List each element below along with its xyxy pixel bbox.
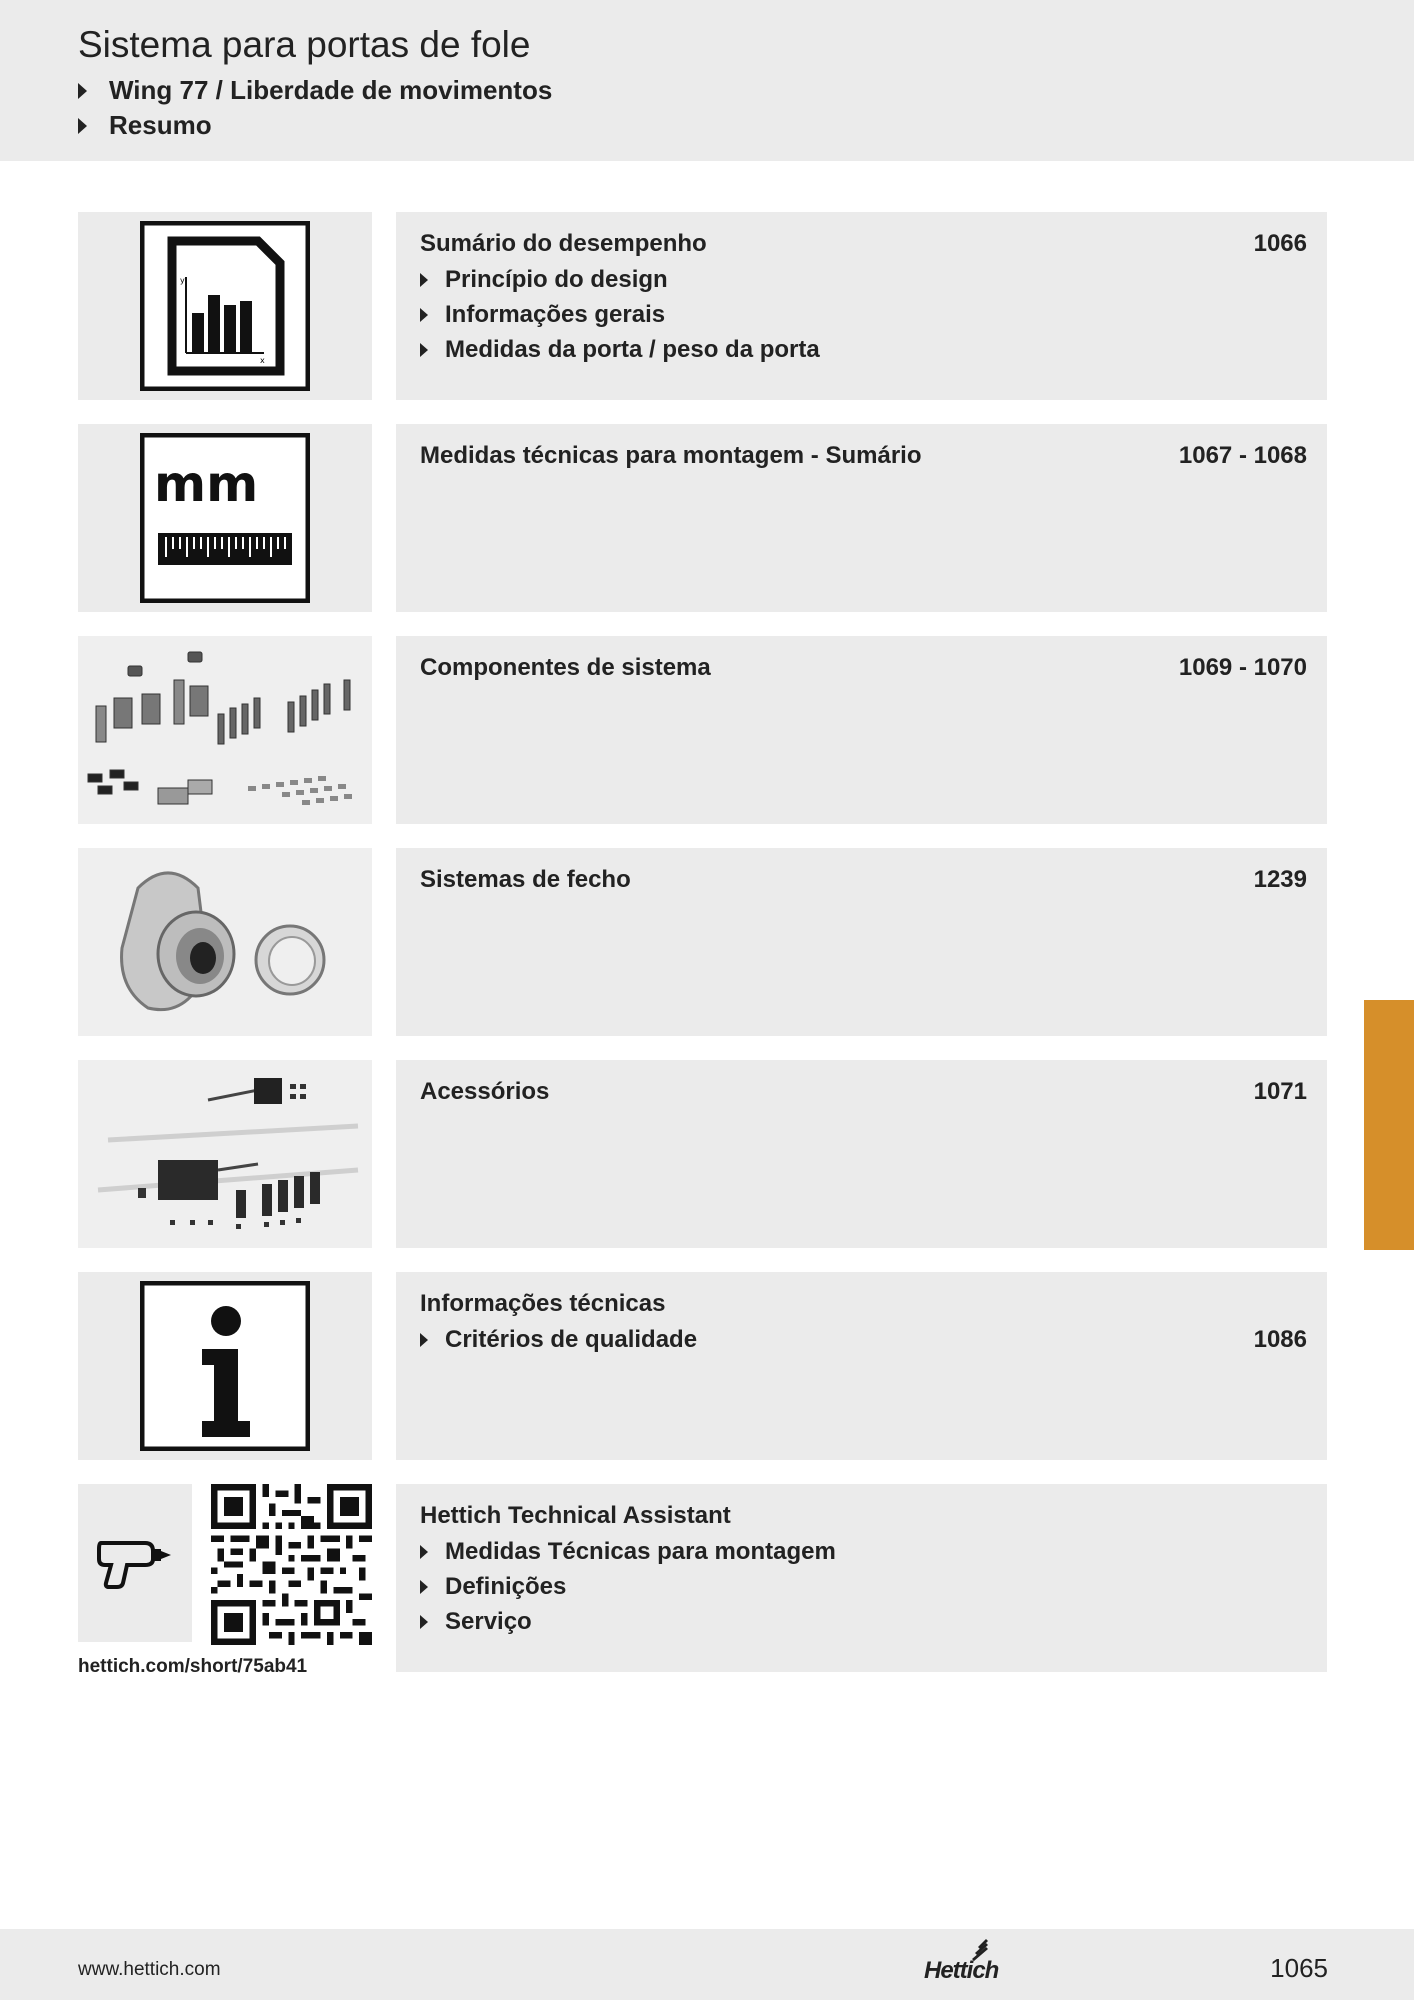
website-link[interactable]: www.hettich.com — [78, 1959, 221, 1980]
info-icon — [140, 1281, 310, 1451]
row-page-ref[interactable]: 1069 - 1070 — [1178, 654, 1307, 681]
row-list-item: Princípio do design — [420, 266, 668, 294]
row-thumbnail — [78, 1060, 372, 1248]
section-row-system-components[interactable] — [78, 636, 1327, 824]
row-page-ref[interactable]: 1086 — [1253, 1326, 1307, 1353]
triangle-bullet-icon — [420, 1545, 428, 1559]
page-footer — [0, 1929, 1414, 2000]
row-list-item: Medidas Técnicas para montagem — [420, 1538, 836, 1566]
section-row-locking-systems[interactable] — [78, 848, 1327, 1036]
qr-code[interactable] — [211, 1484, 372, 1645]
mm-ruler-icon — [140, 433, 310, 603]
row-thumbnail — [78, 212, 372, 400]
section-row-technical-information[interactable] — [78, 1272, 1327, 1460]
triangle-bullet-icon — [78, 83, 87, 99]
svg-text:x: x — [260, 356, 265, 365]
chapter-side-tab[interactable] — [1364, 1000, 1414, 1250]
hettich-logo: Hettich — [924, 1957, 999, 1984]
row-panel — [396, 636, 1327, 824]
row-list-item: Serviço — [420, 1608, 532, 1636]
row-list-item: Medidas da porta / peso da porta — [420, 336, 820, 364]
row-list-item: Informações gerais — [420, 301, 665, 329]
row-heading: Informações técnicas — [420, 1290, 666, 1317]
triangle-bullet-icon — [420, 308, 428, 322]
row-page-ref[interactable]: 1066 — [1253, 230, 1307, 257]
section-row-technical-assistant[interactable] — [78, 1484, 1327, 1677]
row-heading: Medidas técnicas para montagem - Sumário — [420, 442, 922, 469]
triangle-bullet-icon — [420, 1580, 428, 1594]
triangle-bullet-icon — [420, 343, 428, 357]
row-thumbnail — [78, 636, 372, 824]
row-thumbnail — [78, 1272, 372, 1460]
breadcrumb-item-2: Resumo — [78, 110, 212, 141]
row-heading: Sumário do desempenho — [420, 230, 707, 257]
triangle-bullet-icon — [420, 1333, 428, 1347]
row-heading: Componentes de sistema — [420, 654, 711, 681]
row-thumbnail — [78, 848, 372, 1036]
svg-text:y: y — [180, 276, 185, 285]
drill-icon-box — [78, 1484, 192, 1642]
page-number: 1065 — [1270, 1953, 1328, 1983]
section-row-performance[interactable] — [78, 212, 1327, 400]
row-panel — [396, 424, 1327, 612]
row-page-ref[interactable]: 1239 — [1253, 866, 1307, 893]
system-components-photo — [78, 636, 372, 824]
lock-cylinder-photo — [78, 848, 372, 1036]
triangle-bullet-icon — [420, 273, 428, 287]
row-list-item: Definições — [420, 1573, 566, 1601]
row-list-item: Critérios de qualidade — [420, 1326, 697, 1354]
triangle-bullet-icon — [78, 118, 87, 134]
accessories-photo — [78, 1060, 372, 1248]
row-page-ref[interactable]: 1071 — [1253, 1078, 1307, 1105]
row-thumbnail — [78, 424, 372, 612]
row-panel — [396, 1484, 1327, 1672]
row-panel — [396, 212, 1327, 400]
drill-icon — [95, 1533, 175, 1593]
section-row-accessories[interactable] — [78, 1060, 1327, 1248]
svg-text:mm: mm — [154, 455, 259, 513]
row-heading: Sistemas de fecho — [420, 866, 631, 893]
row-panel — [396, 1060, 1327, 1248]
page-title: Sistema para portas de fole — [78, 24, 531, 65]
breadcrumb-item-1: Wing 77 / Liberdade de movimentos — [78, 75, 552, 106]
triangle-bullet-icon — [420, 1615, 428, 1629]
page-header — [0, 0, 1414, 161]
short-url-link[interactable]: hettich.com/short/75ab41 — [78, 1656, 308, 1677]
row-heading: Acessórios — [420, 1078, 550, 1105]
row-page-ref[interactable]: 1067 - 1068 — [1178, 442, 1307, 469]
row-panel — [396, 848, 1327, 1036]
row-panel — [396, 1272, 1327, 1460]
section-row-technical-measurements[interactable] — [78, 424, 1327, 612]
performance-chart-icon — [140, 221, 310, 391]
assistant-media — [78, 1484, 372, 1677]
row-heading: Hettich Technical Assistant — [420, 1502, 731, 1529]
